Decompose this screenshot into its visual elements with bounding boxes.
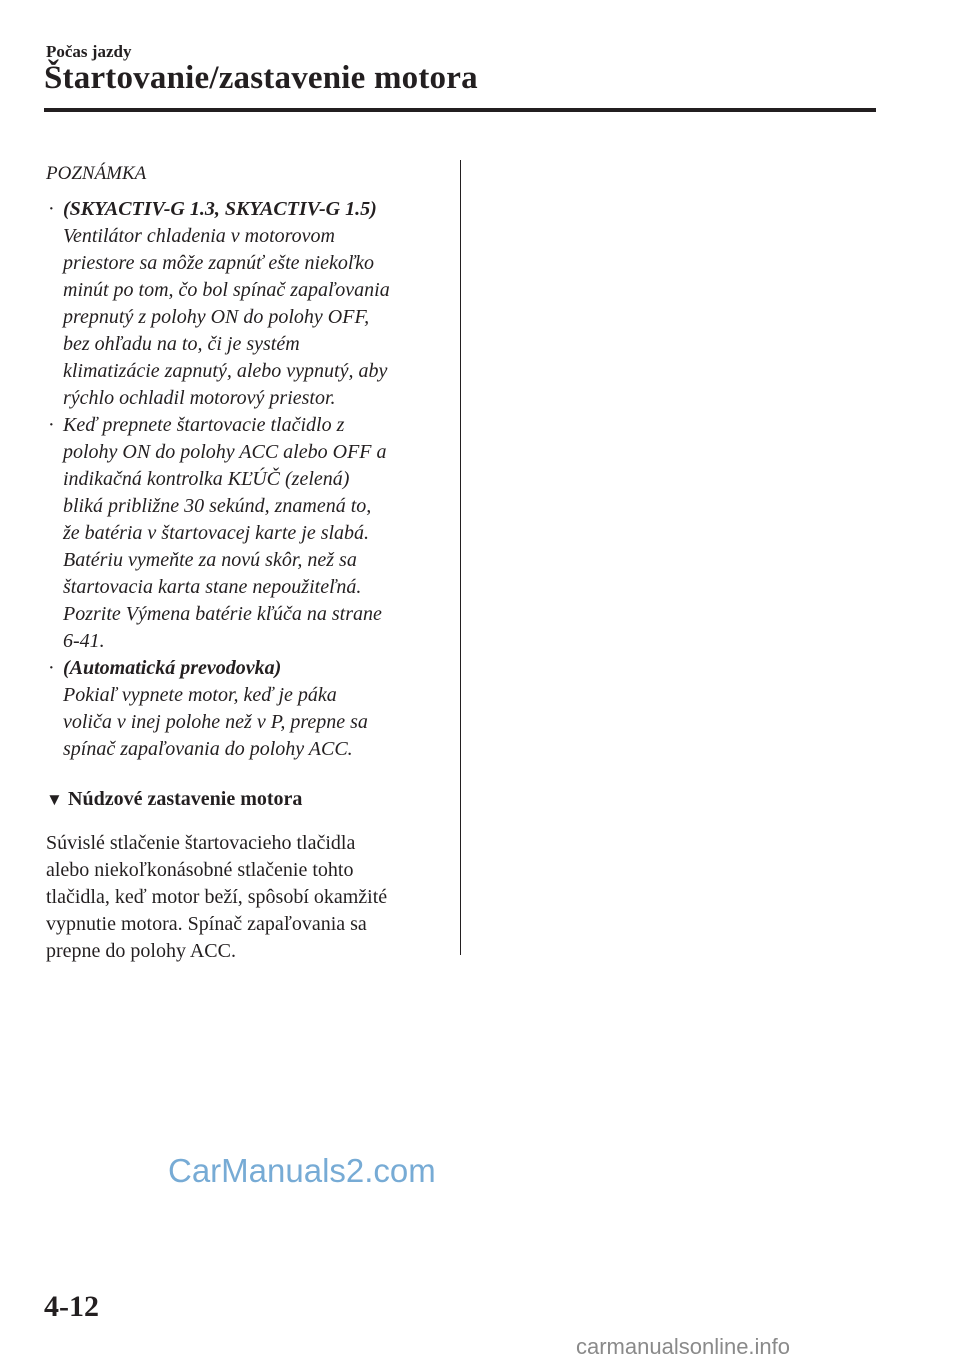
bullet-icon: · — [48, 657, 55, 679]
body-line: prepne do polohy ACC. — [46, 940, 236, 962]
column-divider — [460, 160, 461, 955]
note-line: že batéria v štartovacej karte je slabá. — [63, 522, 370, 544]
note-line: priestore sa môže zapnúť ešte niekoľko — [63, 252, 374, 274]
title-rule — [44, 108, 876, 112]
note-line: voliča v inej polohe než v P, prepne sa — [63, 711, 368, 733]
note-line: Ventilátor chladenia v motorovom — [63, 225, 335, 247]
note-line: Pokiaľ vypnete motor, keď je páka — [63, 684, 337, 706]
page-number: 4-12 — [44, 1290, 99, 1323]
watermark: CarManuals2.com — [168, 1152, 436, 1189]
body-line: Súvislé stlačenie štartovacieho tlačidla — [46, 832, 356, 854]
note-line: indikačná kontrolka KĽÚČ (zelená) — [63, 468, 350, 490]
note-line: spínač zapaľovania do polohy ACC. — [63, 738, 353, 760]
section-heading-text: Núdzové zastavenie motora — [68, 788, 303, 810]
note-line: prepnutý z polohy ON do polohy OFF, — [63, 306, 370, 328]
bullet-icon: · — [48, 198, 55, 220]
note-line: bliká približne 30 sekúnd, znamená to, — [63, 495, 372, 517]
note-line: klimatizácie zapnutý, alebo vypnutý, aby — [63, 360, 388, 382]
footer-link[interactable]: carmanualsonline.info — [576, 1334, 791, 1359]
left-column — [46, 160, 446, 965]
triangle-down-icon: ▼ — [46, 790, 63, 809]
note-list — [46, 196, 446, 763]
note-line: štartovacia karta stane nepoužiteľná. — [63, 576, 362, 598]
page-title: Štartovanie/zastavenie motora — [44, 60, 478, 96]
note-line: Batériu vymeňte za novú skôr, než sa — [63, 549, 357, 571]
note-line: rýchlo ochladil motorový priestor. — [63, 387, 336, 409]
section-heading — [46, 786, 446, 813]
note-line: 6-41. — [63, 630, 105, 652]
note-item — [46, 196, 446, 412]
note-item — [46, 655, 446, 763]
note-item — [46, 412, 446, 655]
breadcrumb: Počas jazdy — [46, 42, 132, 61]
note-line: Keď prepnete štartovacie tlačidlo z — [63, 414, 345, 436]
note-line: Pozrite Výmena batérie kľúča na strane — [63, 603, 382, 625]
bullet-icon: · — [48, 414, 55, 436]
body-paragraph — [46, 830, 446, 965]
body-line: tlačidla, keď motor beží, spôsobí okamžité — [46, 886, 388, 908]
note-heading: POZNÁMKA — [46, 163, 147, 184]
note-line: bez ohľadu na to, či je systém — [63, 333, 300, 355]
body-line: vypnutie motora. Spínač zapaľovania sa — [46, 913, 367, 935]
note-line: minút po tom, čo bol spínač zapaľovania — [63, 279, 390, 301]
body-line: alebo niekoľkonásobné stlačenie tohto — [46, 859, 354, 881]
note-item-heading: (SKYACTIV-G 1.3, SKYACTIV-G 1.5) — [63, 198, 377, 220]
note-item-heading: (Automatická prevodovka) — [63, 657, 282, 679]
note-line: polohy ON do polohy ACC alebo OFF a — [63, 441, 387, 463]
